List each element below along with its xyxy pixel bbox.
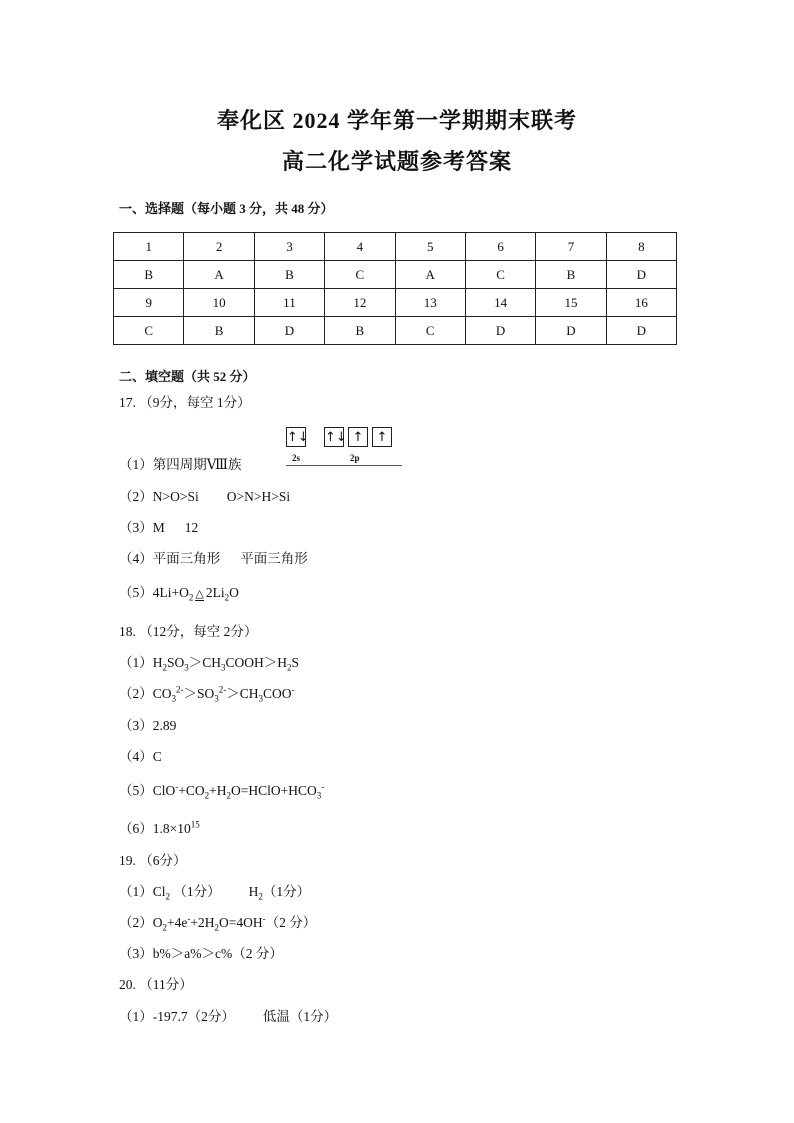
table-cell: 12 <box>325 289 395 317</box>
table-cell: A <box>184 261 254 289</box>
mark: （1分） <box>262 884 311 899</box>
answer-value: 平面三角形 <box>152 551 221 566</box>
answer-value: 低温（1分） <box>262 1009 338 1024</box>
q18-answer-5: $(5)ClO^-+CO_2+H_2O=HClO+HCO_3^-$ <box>119 781 325 801</box>
equation-part: 4Li+O <box>152 585 189 600</box>
table-cell: D <box>536 317 606 345</box>
answer-value: N>O>Si <box>152 489 199 504</box>
table-cell: 14 <box>465 289 535 317</box>
answer-label: （5） <box>119 783 153 798</box>
q19-answer-2: $(2)O_2+4e^-+2H_2O=4OH^-(2$ 分） <box>119 913 317 933</box>
answer-label: （2） <box>119 489 153 504</box>
orbital-box-2p-2: ↑ <box>348 427 368 447</box>
table-row <box>114 261 677 289</box>
orbital-box-2p-3: ↑ <box>372 427 392 447</box>
orbital-box-2s: ↑↓ <box>286 427 306 447</box>
answer-value: （1）-197.7（2分） <box>119 1009 235 1024</box>
q17-header: 17. （9分，每空 1分） <box>119 395 251 410</box>
orbital-label-2p: 2p <box>350 453 360 463</box>
table-row <box>114 317 677 345</box>
q18-answer-1: $(1)H_2SO_3>CH_3COOH>H_2S$ <box>119 655 300 673</box>
answer-label: （6） <box>119 821 153 836</box>
q20-header: 20. （11分） <box>119 977 193 992</box>
table-cell: 16 <box>606 289 676 317</box>
answer-value: O>N>H>Si <box>226 489 291 504</box>
answer-table <box>113 232 677 345</box>
answer-label: （1） <box>119 655 153 670</box>
table-cell: B <box>254 261 324 289</box>
table-cell: B <box>184 317 254 345</box>
q18-header: 18. （12分，每空 2分） <box>119 624 258 639</box>
superscript: 15 <box>190 819 200 830</box>
table-cell: 10 <box>184 289 254 317</box>
q17-answer-2 <box>119 485 290 505</box>
answer-value: Cl <box>152 884 166 899</box>
title-line-2: 高二化学试题参考答案 <box>281 149 512 174</box>
table-cell: C <box>114 317 184 345</box>
table-cell: D <box>465 317 535 345</box>
answer-value: 平面三角形 <box>240 551 308 566</box>
table-cell: 15 <box>536 289 606 317</box>
table-cell: B <box>114 261 184 289</box>
q18-answer-4: （4）C <box>119 749 162 764</box>
orbital-diagram <box>286 427 402 467</box>
table-cell: C <box>465 261 535 289</box>
orbital-baseline <box>286 465 402 466</box>
section-1-heading: 一、选择题（每小题 3 分，共 48 分） <box>119 201 334 216</box>
table-cell: 7 <box>536 233 606 261</box>
q18-answer-6 <box>119 817 200 837</box>
subscript: 2 <box>258 891 263 902</box>
table-cell: B <box>536 261 606 289</box>
answer-label: （1） <box>119 884 153 899</box>
table-row <box>114 233 677 261</box>
heat-symbol: △ <box>195 588 204 600</box>
answer-label: （4） <box>119 551 153 566</box>
subscript: 2 <box>188 592 194 603</box>
answer-value: 12 <box>184 520 199 535</box>
mark: （2 分） <box>265 915 317 930</box>
q17-answer-4 <box>119 547 308 567</box>
table-cell: C <box>395 317 465 345</box>
table-cell: 8 <box>606 233 676 261</box>
table-cell: 1 <box>114 233 184 261</box>
equation-part: 2Li <box>205 585 225 600</box>
subscript: 2 <box>165 891 171 902</box>
table-cell: 11 <box>254 289 324 317</box>
equation-part: O <box>229 585 239 600</box>
answer-value: 1.8×10 <box>152 821 191 836</box>
table-cell: C <box>325 261 395 289</box>
orbital-label-2s: 2s <box>292 453 301 463</box>
table-cell: A <box>395 261 465 289</box>
table-row <box>114 289 677 317</box>
table-cell: D <box>254 317 324 345</box>
q18-answer-2: $(2)CO_3^{2-}>SO_3^{2-}>CH_3COO^-$ <box>119 684 295 704</box>
table-cell: 4 <box>325 233 395 261</box>
table-cell: 3 <box>254 233 324 261</box>
q17-answer-5 <box>119 581 239 603</box>
orbital-box-2p-1: ↑↓ <box>324 427 344 447</box>
answer-label: （2） <box>119 686 153 701</box>
answer-value: H <box>248 884 259 899</box>
q19-header: 19. （6分） <box>119 853 187 868</box>
q17-answer-1: （1）第四周期Ⅷ族 <box>119 457 242 472</box>
answer-label: （5） <box>119 585 153 600</box>
table-cell: 5 <box>395 233 465 261</box>
answer-label: （3） <box>119 520 153 535</box>
table-cell: B <box>325 317 395 345</box>
q19-answer-1 <box>119 880 310 902</box>
mark: （1分） <box>173 884 221 899</box>
q19-answer-3: （3）b%＞a%＞c%（2 分） <box>119 946 283 961</box>
answer-value: M <box>152 520 165 535</box>
section-2-heading: 二、填空题（共 52 分） <box>119 369 256 384</box>
table-cell: D <box>606 317 676 345</box>
table-cell: 6 <box>465 233 535 261</box>
table-cell: 2 <box>184 233 254 261</box>
subscript: 2 <box>224 592 230 603</box>
answer-label: （2） <box>119 915 153 930</box>
q18-answer-3: （3）2.89 <box>119 718 177 733</box>
table-cell: 13 <box>395 289 465 317</box>
q20-answer-1 <box>119 1005 337 1025</box>
table-cell: D <box>606 261 676 289</box>
title-line-1: 奉化区 2024 学年第一学期期末联考 <box>216 108 577 133</box>
table-cell: 9 <box>114 289 184 317</box>
q17-answer-3 <box>119 516 198 536</box>
